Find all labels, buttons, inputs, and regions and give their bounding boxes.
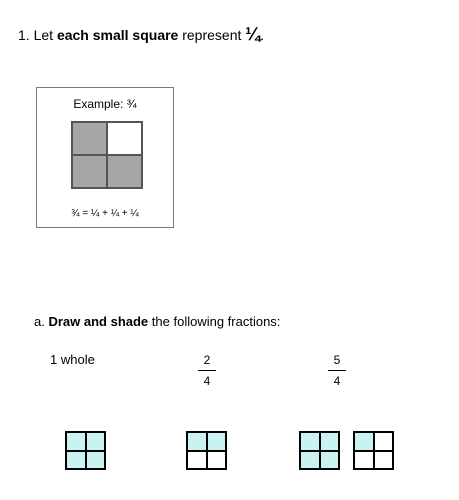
example-equation: ¾ = ¼ + ¼ + ¼ xyxy=(71,208,139,219)
grid-cell[interactable] xyxy=(354,432,374,451)
example-cell xyxy=(107,122,142,155)
question-text-after: represent xyxy=(182,27,242,43)
fraction-bar xyxy=(198,370,216,371)
fraction-two-fourths xyxy=(197,352,217,389)
grid-cell[interactable] xyxy=(66,432,86,451)
whole-label: 1 whole xyxy=(50,352,95,367)
question-1 xyxy=(18,24,264,45)
grid-cell[interactable] xyxy=(320,432,340,451)
question-text-before: Let xyxy=(33,27,54,43)
five-fourths-grid-2[interactable] xyxy=(353,431,394,470)
grid-cell[interactable] xyxy=(207,451,227,470)
whole-grid[interactable] xyxy=(65,431,106,470)
fraction-denominator: 4 xyxy=(203,374,211,388)
fraction-numerator: 5 xyxy=(333,353,341,367)
grid-cell[interactable] xyxy=(320,451,340,470)
fraction-numerator: 2 xyxy=(203,353,211,367)
question-number: 1. xyxy=(18,27,30,43)
fraction-denominator: 4 xyxy=(333,374,341,388)
grid-cell[interactable] xyxy=(187,432,207,451)
fraction-bar xyxy=(328,370,346,371)
question-bold-text: each small square xyxy=(56,27,179,43)
part-a-instruction xyxy=(34,314,280,329)
grid-cell[interactable] xyxy=(187,451,207,470)
example-grid xyxy=(71,121,143,189)
question-fraction: ¼ xyxy=(245,24,261,44)
example-cell xyxy=(72,155,107,188)
grid-cell[interactable] xyxy=(354,451,374,470)
grid-cell[interactable] xyxy=(300,451,320,470)
example-title: Example: ¾ xyxy=(73,97,137,111)
grid-cell[interactable] xyxy=(86,451,106,470)
grid-cell[interactable] xyxy=(207,432,227,451)
part-a-text-after: the following fractions: xyxy=(151,314,281,329)
part-a-label: a. xyxy=(34,314,45,329)
grid-cell[interactable] xyxy=(374,451,394,470)
grid-cell[interactable] xyxy=(374,432,394,451)
grid-cell[interactable] xyxy=(86,432,106,451)
part-a-bold-text: Draw and shade xyxy=(48,314,149,329)
example-box xyxy=(36,87,174,228)
grid-cell[interactable] xyxy=(300,432,320,451)
five-fourths-grid-1[interactable] xyxy=(299,431,340,470)
two-fourths-grid[interactable] xyxy=(186,431,227,470)
fraction-five-fourths xyxy=(327,352,347,389)
grid-cell[interactable] xyxy=(66,451,86,470)
example-cell xyxy=(107,155,142,188)
example-cell xyxy=(72,122,107,155)
question-end: . xyxy=(260,27,265,43)
